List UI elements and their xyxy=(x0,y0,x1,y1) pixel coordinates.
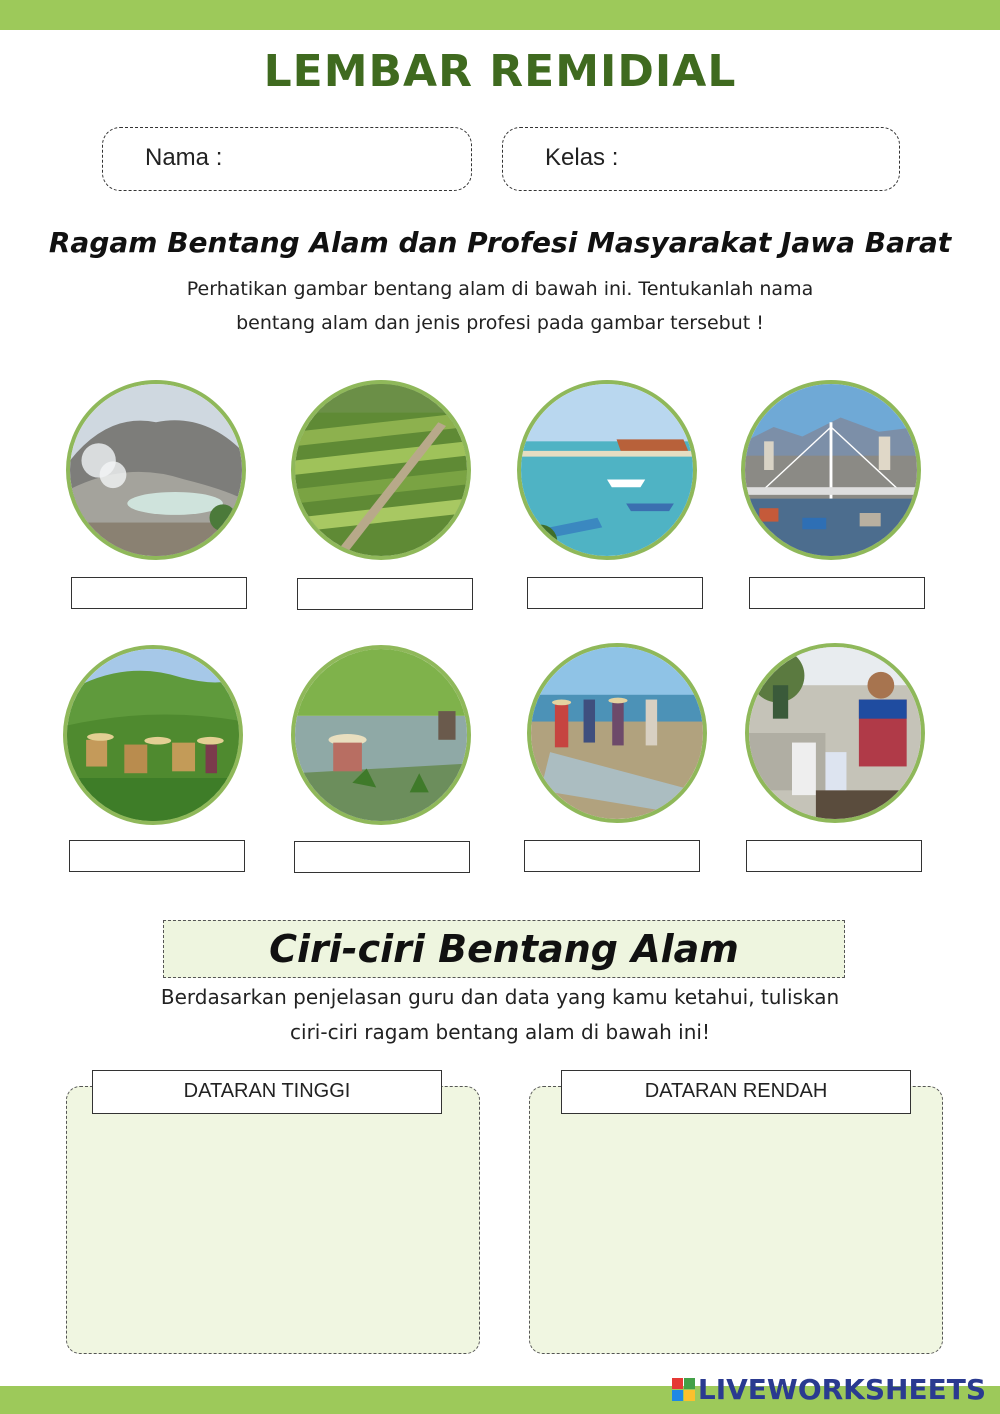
image-rice-planters xyxy=(291,645,471,825)
instruction-line-2: bentang alam dan jenis profesi pada gambar tersebut ! xyxy=(236,312,764,334)
nama-label: Nama : xyxy=(145,144,223,171)
image-rice-terraces xyxy=(291,380,471,560)
top-accent-bar xyxy=(0,0,1000,30)
kelas-label: Kelas : xyxy=(545,144,619,171)
answer-box-5[interactable] xyxy=(69,840,245,872)
answer-box-8[interactable] xyxy=(746,840,922,872)
dataran-tinggi-answer-area[interactable] xyxy=(66,1086,480,1354)
answer-box-7[interactable] xyxy=(524,840,700,872)
image-street-vendor xyxy=(745,643,925,823)
dataran-rendah-answer-area[interactable] xyxy=(529,1086,943,1354)
answer-box-3[interactable] xyxy=(527,577,703,609)
section-title-characteristics: Ciri-ciri Bentang Alam xyxy=(163,920,845,978)
instruction-characteristics xyxy=(100,980,900,1050)
answer-box-2[interactable] xyxy=(297,578,473,610)
image-fishermen-net xyxy=(527,643,707,823)
logo-square-yellow xyxy=(684,1390,695,1401)
dataran-tinggi-label: DATARAN TINGGI xyxy=(92,1070,442,1114)
nama-field[interactable] xyxy=(102,127,472,191)
logo-square-green xyxy=(684,1378,695,1389)
answer-box-1[interactable] xyxy=(71,577,247,609)
liveworksheets-brand-name: LIVEWORKSHEETS xyxy=(697,1372,986,1406)
kelas-field[interactable] xyxy=(502,127,900,191)
instruction-line-1: Perhatikan gambar bentang alam di bawah ini. Tentukanlah nama xyxy=(186,278,814,300)
instruction-line-2: ciri-ciri ragam bentang alam di bawah ini! xyxy=(290,1020,710,1044)
image-tea-pickers xyxy=(63,645,243,825)
image-volcano-crater xyxy=(66,380,246,560)
liveworksheets-logo[interactable] xyxy=(672,1372,986,1406)
logo-square-red xyxy=(672,1378,683,1389)
answer-box-4[interactable] xyxy=(749,577,925,609)
image-beach xyxy=(517,380,697,560)
instruction-line-1: Berdasarkan penjelasan guru dan data yang kamu ketahui, tuliskan xyxy=(160,985,840,1009)
logo-square-blue xyxy=(672,1390,683,1401)
section-title-landscape: Ragam Bentang Alam dan Profesi Masyarakat Jawa Barat xyxy=(48,226,952,259)
dataran-rendah-label: DATARAN RENDAH xyxy=(561,1070,911,1114)
answer-box-6[interactable] xyxy=(294,841,470,873)
image-city-bridge xyxy=(741,380,921,560)
instruction-landscape xyxy=(100,272,900,340)
liveworksheets-logo-icon xyxy=(672,1378,695,1401)
page-title: LEMBAR REMIDIAL xyxy=(263,46,737,97)
